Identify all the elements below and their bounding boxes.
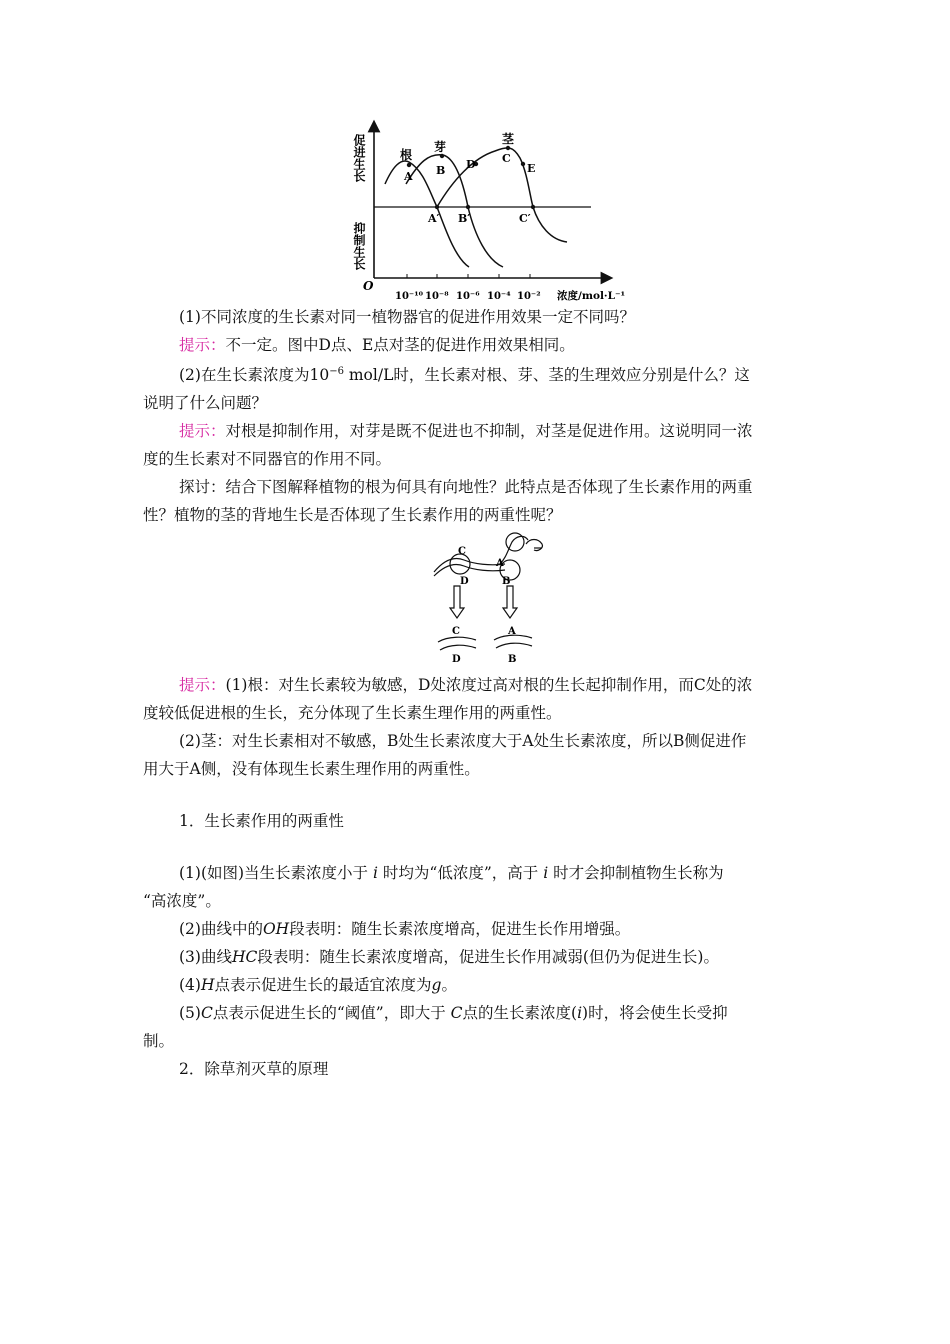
hint-label: 提示： [179, 422, 226, 440]
y-label-promote: 促进生长 [352, 134, 366, 182]
hint-label: 提示： [179, 676, 226, 694]
section-1-point-4: (4)H点表示促进生长的最适宜浓度为g。 [179, 976, 457, 994]
answer-1 [179, 332, 575, 359]
point-b2-label: B′ [458, 212, 471, 225]
fig2-label-d: D [460, 576, 469, 587]
x-tick-1: 10⁻¹⁰ [395, 291, 423, 302]
origin-label: O [363, 279, 374, 293]
fig2-label-c: C [458, 546, 466, 557]
auxin-concentration-figure [345, 118, 645, 308]
root-curve [385, 161, 469, 267]
question-2: (2)在生长素浓度为$10^{-6}$ mol/L时，生长素对根、芽、茎的生理效应分别是什么？这 [179, 365, 750, 384]
section-1-point-5: (5)C点表示促进生长的“阈值”，即大于 C点的生长素浓度(i)时，将会使生长受抑 [179, 1004, 728, 1022]
gravitropism-figure [430, 530, 560, 666]
answer-2-line-2: 度的生长素对不同器官的作用不同。 [143, 450, 392, 468]
x-axis-label: 浓度/mol·L⁻¹ [557, 290, 626, 302]
fig2-detail-b: B [508, 654, 517, 665]
answer-1-text: 不一定。图中D点、E点对茎的促进作用效果相同。 [225, 336, 575, 354]
point-b-label: B [436, 164, 446, 177]
fig2-detail-d: D [452, 654, 461, 665]
point-c2-dot [531, 205, 535, 209]
point-a-label: A [404, 170, 413, 183]
discussion: 探讨：结合下图解释植物的根为何具有向地性？此特点是否体现了生长素作用的两重 [179, 478, 753, 496]
point-b2-dot [466, 205, 470, 209]
answer-3-line-2: 度较低促进根的生长，充分体现了生长素生理作用的两重性。 [143, 704, 562, 722]
fig2-detail-a: A [508, 626, 516, 637]
section-2-title: 2．除草剂灭草的原理 [179, 1060, 329, 1078]
stem-label: 茎 [502, 132, 515, 146]
answer-2: 提示：对根是抑制作用，对芽是既不促进也不抑制，对茎是促进作用。这说明同一浓 [179, 422, 753, 440]
question-1: (1)不同浓度的生长素对同一植物器官的促进作用效果一定不同吗？ [179, 308, 635, 326]
x-tick-2: 10⁻⁸ [425, 291, 449, 302]
point-e-label: E [527, 162, 536, 175]
point-a2-dot [435, 205, 439, 209]
answer-4-line-2: 用大于A侧，没有体现生长素生理作用的两重性。 [143, 760, 480, 778]
point-c2-label: C′ [519, 212, 531, 225]
point-e-dot [521, 162, 525, 166]
section-1-title: 1．生长素作用的两重性 [179, 812, 344, 830]
point-a-dot [407, 163, 411, 167]
fig2-label-b: B [502, 576, 511, 587]
y-label-inhibit: 抑制生长 [352, 222, 366, 270]
x-tick-3: 10⁻⁶ [456, 291, 480, 302]
hint-label: 提示： [179, 336, 226, 354]
answer-3: 提示：(1)根：对生长素较为敏感，D处浓度过高对根的生长起抑制作用，而C处的浓 [179, 676, 753, 694]
point-b-dot [440, 154, 444, 158]
fig2-detail-c: C [452, 626, 460, 637]
point-c-dot [506, 146, 510, 150]
point-d-label: D [466, 158, 476, 171]
answer-4: (2)茎：对生长素相对不敏感，B处生长素浓度大于A处生长素浓度，所以B侧促进作 [179, 732, 747, 750]
section-1-point-2: (2)曲线中的OH段表明：随生长素浓度增高，促进生长作用增强。 [179, 920, 631, 938]
x-tick-4: 10⁻⁴ [487, 291, 511, 302]
root-label: 根 [400, 148, 413, 162]
discussion-line-2: 性？植物的茎的背地生长是否体现了生长素作用的两重性呢？ [143, 506, 562, 524]
section-1-point-3: (3)曲线HC段表明：随生长素浓度增高，促进生长作用减弱(但仍为促进生长)。 [179, 948, 719, 966]
x-tick-5: 10⁻² [517, 291, 541, 302]
bud-label: 芽 [434, 140, 447, 154]
point-a2-label: A′ [428, 212, 440, 225]
section-1-point-1-line-2: “高浓度”。 [143, 892, 221, 910]
section-1-point-1: (1)(如图)当生长素浓度小于 i 时均为“低浓度”，高于 i 时才会抑制植物生长称为 [179, 864, 724, 882]
question-2-line-2: 说明了什么问题？ [143, 394, 268, 412]
fig2-label-a: A [496, 558, 504, 569]
section-1-point-5-line-2: 制。 [143, 1032, 175, 1050]
point-c-label: C [502, 152, 511, 165]
